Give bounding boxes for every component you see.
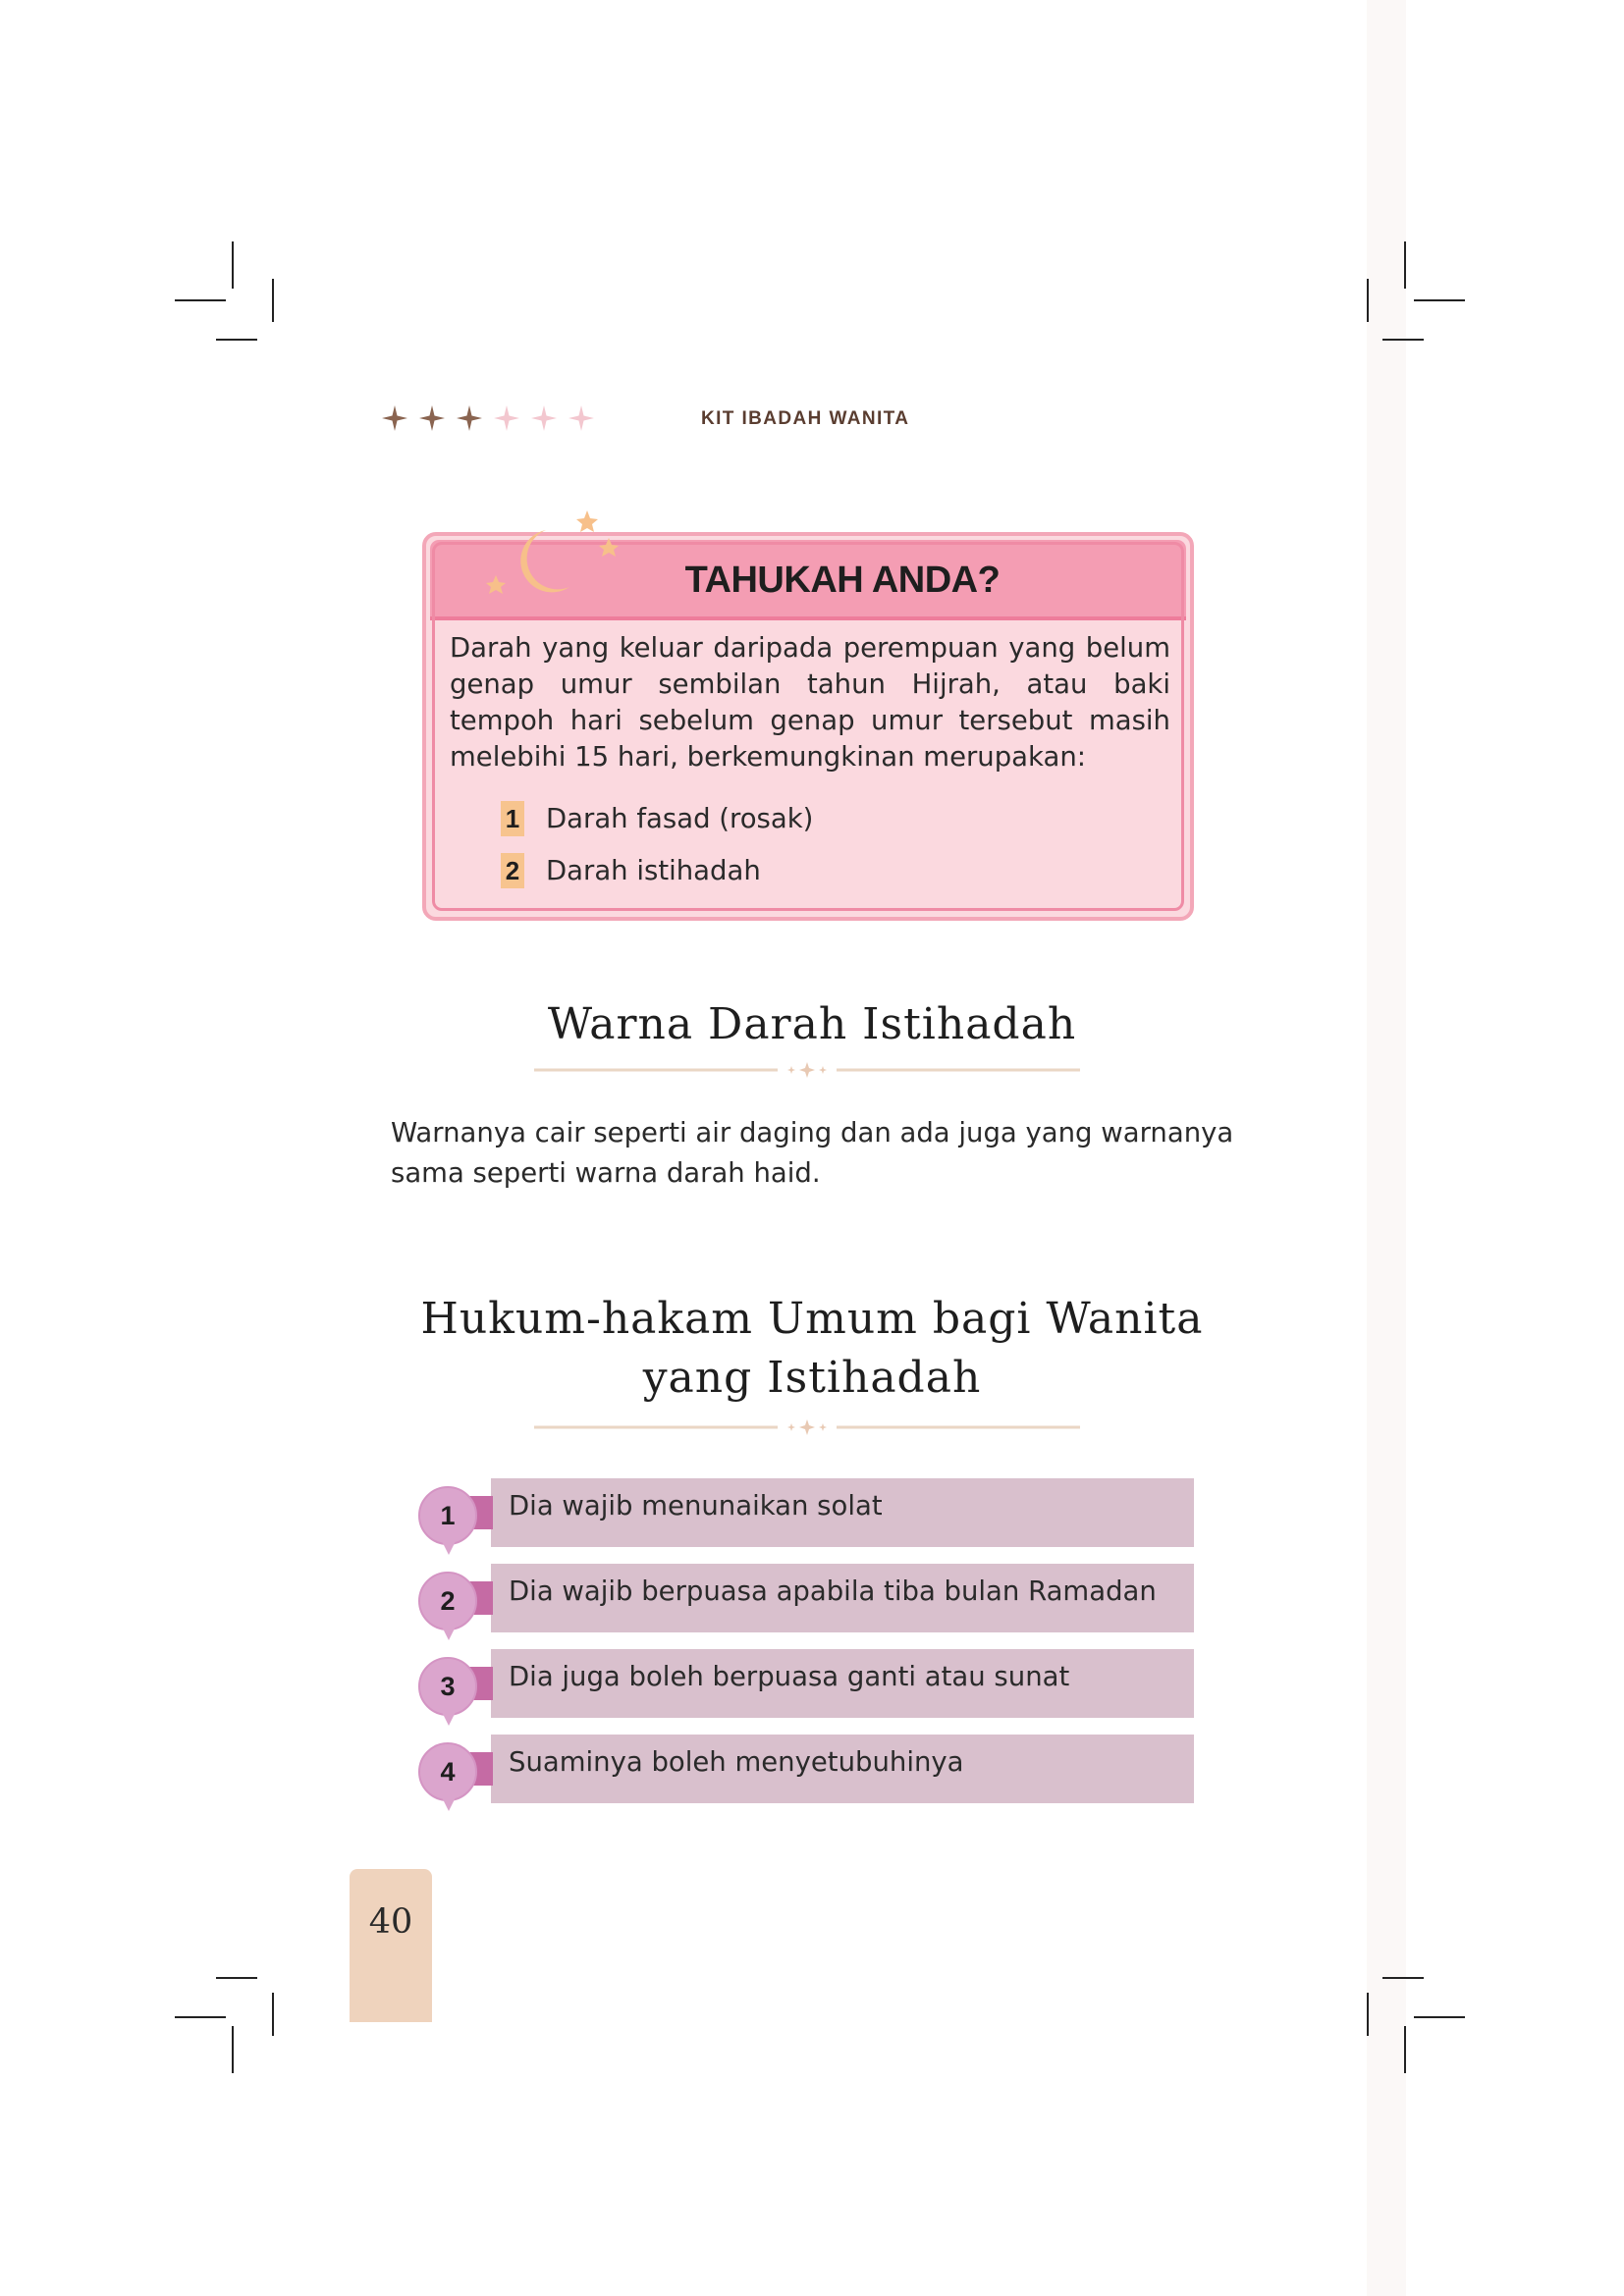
crop-mark bbox=[1414, 2016, 1465, 2018]
crop-mark bbox=[1414, 299, 1465, 301]
did-you-know-title: TAHUKAH ANDA? bbox=[684, 560, 1001, 601]
list-text: Dia juga boleh berpuasa ganti atau sunat bbox=[509, 1661, 1070, 1692]
sparkle-icon bbox=[456, 404, 483, 432]
page-number-tab bbox=[350, 1869, 432, 2022]
list-item bbox=[501, 801, 813, 836]
crop-mark bbox=[216, 1977, 257, 1979]
list-text: Suaminya boleh menyetubuhinya bbox=[509, 1746, 964, 1778]
crop-mark bbox=[232, 241, 234, 289]
list-number-badge: 2 bbox=[418, 1572, 477, 1630]
did-you-know-body: Darah yang keluar daripada perempuan yang belum genap umur sembilan tahun Hijrah, atau baki tempoh hari sebelum genap umur tersebut masih melebihi 15 hari, berkemungkinan merupakan: bbox=[450, 632, 1170, 773]
crop-mark bbox=[1367, 279, 1369, 322]
list-item bbox=[418, 1478, 1194, 1547]
running-header: KIT IBADAH WANITA bbox=[701, 408, 910, 429]
moon-stars-icon bbox=[471, 501, 638, 609]
page-number: 40 bbox=[368, 1902, 413, 1942]
section-title-hukum-line2: yang Istihadah bbox=[642, 1353, 982, 1403]
list-number-badge: 4 bbox=[418, 1742, 477, 1801]
sparkle-icon bbox=[493, 404, 520, 432]
crop-mark bbox=[1404, 241, 1406, 289]
crop-mark bbox=[1367, 1993, 1369, 2036]
list-text: Dia wajib berpuasa apabila tiba bulan Ramadan bbox=[509, 1575, 1157, 1607]
list-number: 2 bbox=[501, 853, 524, 888]
crop-mark bbox=[175, 299, 226, 301]
warna-body: Warnanya cair seperti air daging dan ada juga yang warnanya sama seperti warna darah haid. bbox=[391, 1117, 1234, 1189]
list-item bbox=[418, 1649, 1194, 1718]
crop-mark bbox=[272, 1993, 274, 2036]
list-item bbox=[418, 1564, 1194, 1632]
sparkle-icon bbox=[381, 404, 408, 432]
crop-mark bbox=[1382, 1977, 1424, 1979]
list-number-badge: 3 bbox=[418, 1657, 477, 1716]
list-number-badge: 1 bbox=[418, 1486, 477, 1545]
did-you-know-list bbox=[501, 801, 813, 905]
header-stars bbox=[381, 404, 595, 432]
crop-mark bbox=[216, 339, 257, 341]
crop-mark bbox=[1404, 2026, 1406, 2073]
sparkle-icon bbox=[568, 404, 595, 432]
crop-mark bbox=[272, 279, 274, 322]
ornament-divider bbox=[534, 1060, 1080, 1080]
section-title-hukum-line1: Hukum-hakam Umum bagi Wanita bbox=[420, 1294, 1204, 1344]
list-text: Dia wajib menunaikan solat bbox=[509, 1490, 883, 1522]
crop-mark bbox=[232, 2026, 234, 2073]
list-item bbox=[501, 853, 813, 888]
ornament-divider bbox=[534, 1417, 1080, 1437]
sparkle-icon bbox=[530, 404, 558, 432]
list-number: 1 bbox=[501, 801, 524, 836]
hukum-list bbox=[418, 1478, 1194, 1820]
list-item bbox=[418, 1735, 1194, 1803]
list-text: Darah istihadah bbox=[546, 855, 761, 886]
list-text: Darah fasad (rosak) bbox=[546, 803, 814, 834]
crop-mark bbox=[175, 2016, 226, 2018]
sparkle-icon bbox=[418, 404, 446, 432]
crop-mark bbox=[1382, 339, 1424, 341]
section-title-warna: Warna Darah Istihadah bbox=[547, 999, 1077, 1049]
page-edge-strip bbox=[1367, 0, 1406, 2296]
